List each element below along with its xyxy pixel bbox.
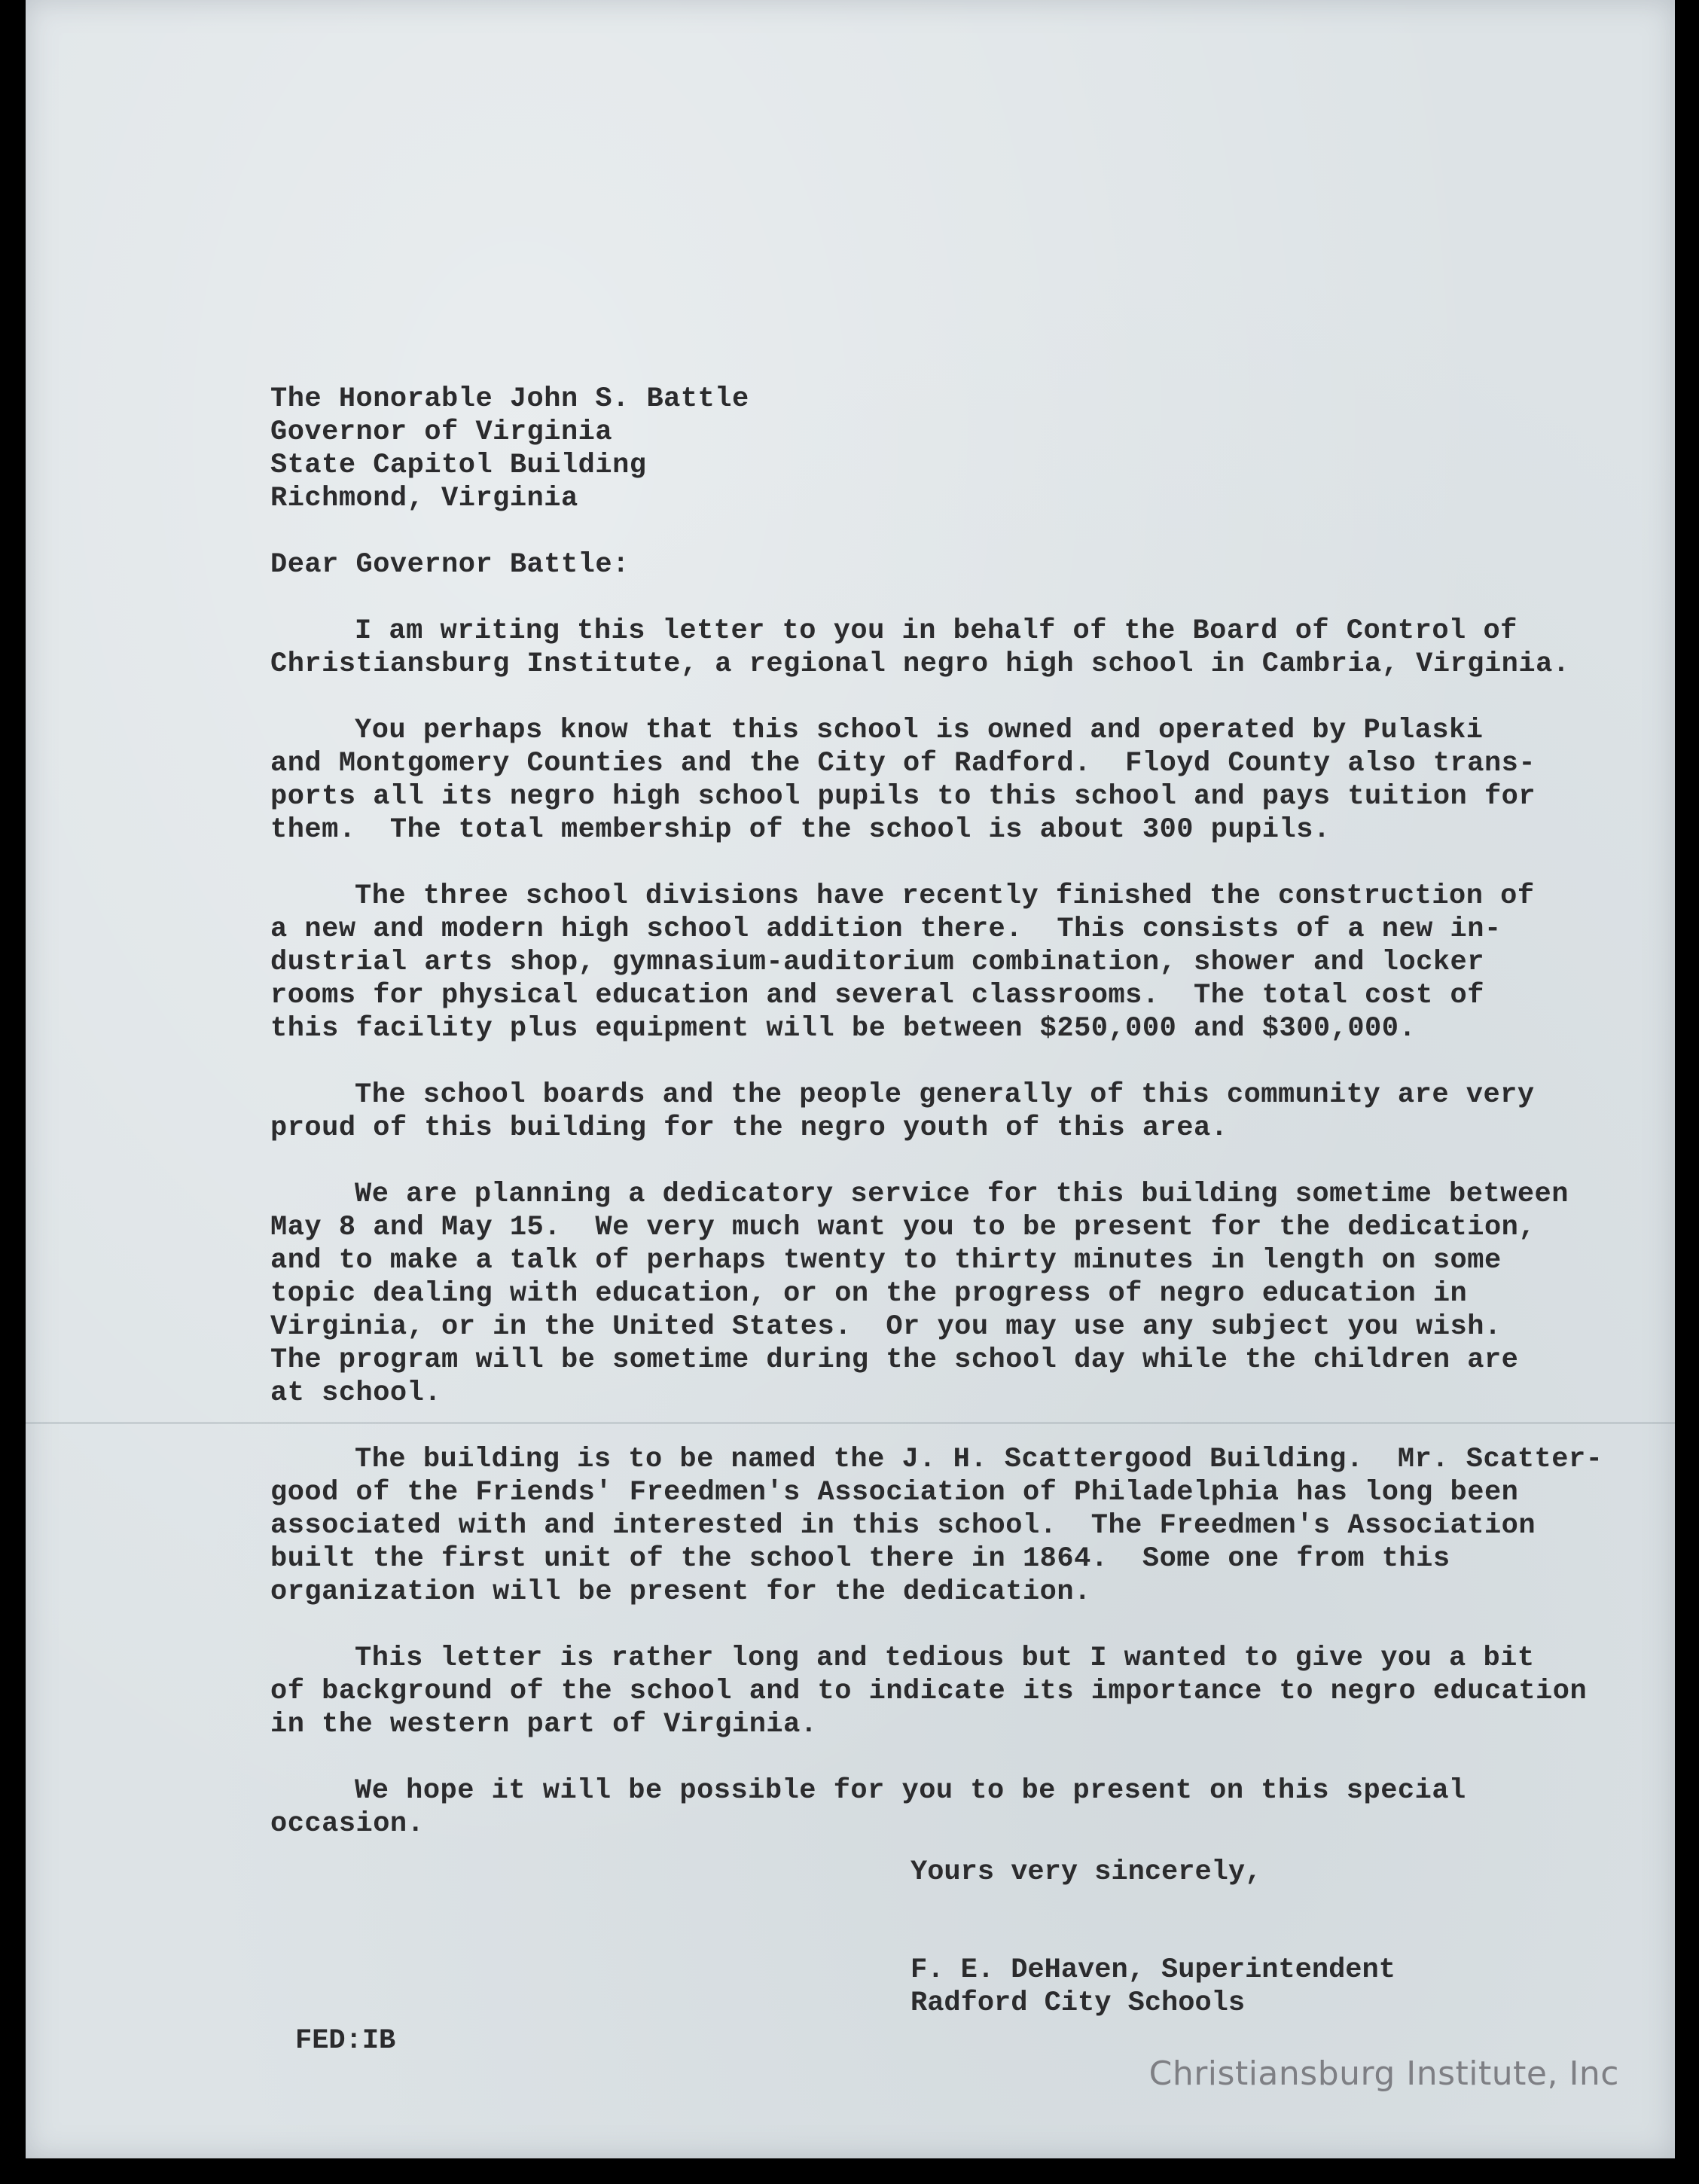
paragraph-7 [270,1642,1588,1741]
paragraph-line: in the western part of Virginia. [270,1709,818,1740]
complimentary-close: Yours very sincerely, [911,1856,1262,1888]
paragraph-line: of background of the school and to indicate its importance to negro education [270,1676,1588,1707]
paragraph-line: I am writing this letter to you in behalf of the Board of Control of [355,615,1518,647]
paragraph-line: proud of this building for the negro youth of this area. [270,1112,1228,1144]
paragraph-line: occasion. [270,1808,425,1840]
paragraph-line: good of the Friends' Freedmen's Association of Philadelphia has long been [270,1477,1519,1508]
signature-name: F. E. DeHaven, Superintendent [911,1954,1395,1986]
paragraph-line: dustrial arts shop, gymnasium-auditorium combination, shower and locker [270,947,1484,978]
paragraph-line: associated with and interested in this school. The Freedmen's Association [270,1510,1536,1542]
paragraph-line: Christiansburg Institute, a regional negro high school in Cambria, Virginia. [270,648,1570,680]
recipient-address [270,383,1573,515]
salutation [270,548,1573,581]
paragraph-line: We hope it will be possible for you to be present on this special [355,1775,1466,1807]
paragraph-line: and to make a talk of perhaps twenty to thirty minutes in length on some [270,1245,1502,1277]
paragraph-line: The building is to be named the J. H. Scattergood Building. Mr. Scatter- [355,1444,1603,1475]
paragraph-line: topic dealing with education, or on the progress of negro education in [270,1278,1468,1310]
paragraph-1 [270,615,1573,681]
paragraph-line: rooms for physical education and several classrooms. The total cost of [270,980,1484,1011]
paragraph-line: Virginia, or in the United States. Or you may use any subject you wish. [270,1311,1502,1343]
paragraph-line: We are planning a dedicatory service for this building sometime between [355,1179,1569,1210]
paragraph-3 [270,880,1573,1045]
letter-body [270,383,1603,1841]
paragraph-line: The school boards and the people generally of this community are very [355,1079,1535,1111]
letter-page [26,0,1675,2158]
paragraph-line: organization will be present for the dedication. [270,1576,1091,1608]
paragraph-line: You perhaps know that this school is owned and operated by Pulaski [355,715,1484,746]
paragraph-line: built the first unit of the school there in 1864. Some one from this [270,1543,1450,1575]
address-line: The Honorable John S. Battle [270,383,749,415]
paragraph-line: May 8 and May 15. We very much want you to be present for the dedication, [270,1212,1536,1243]
address-line: State Capitol Building [270,450,647,481]
paragraph-6 [270,1443,1603,1609]
paragraph-line: a new and modern high school addition there. This consists of a new in- [270,914,1502,945]
paragraph-8 [270,1774,1573,1841]
paragraph-line: The program will be sometime during the school day while the children are [270,1344,1519,1376]
paragraph-line: The three school divisions have recently finished the construction of [355,880,1535,912]
paragraph-5 [270,1178,1573,1410]
paragraph-4 [270,1078,1573,1145]
paragraph-line: and Montgomery Counties and the City of Radford. Floyd County also trans- [270,748,1536,779]
signature-organization: Radford City Schools [911,1987,1246,2019]
address-line: Richmond, Virginia [270,483,578,514]
paragraph-line: at school. [270,1377,442,1409]
signature-block [911,1954,1395,2020]
salutation-text: Dear Governor Battle: [270,549,630,581]
paragraph-line: ports all its negro high school pupils to this school and pays tuition for [270,781,1536,813]
paragraph-line: This letter is rather long and tedious but I wanted to give you a bit [355,1643,1535,1674]
paragraph-2 [270,714,1573,846]
paragraph-line: this facility plus equipment will be between $250,000 and $300,000. [270,1013,1417,1045]
watermark-text: Christiansburg Institute, Inc [1148,2054,1619,2093]
address-line: Governor of Virginia [270,416,613,448]
paragraph-line: them. The total membership of the school is about 300 pupils. [270,814,1331,846]
reference-initials: FED:IB [295,2025,396,2057]
